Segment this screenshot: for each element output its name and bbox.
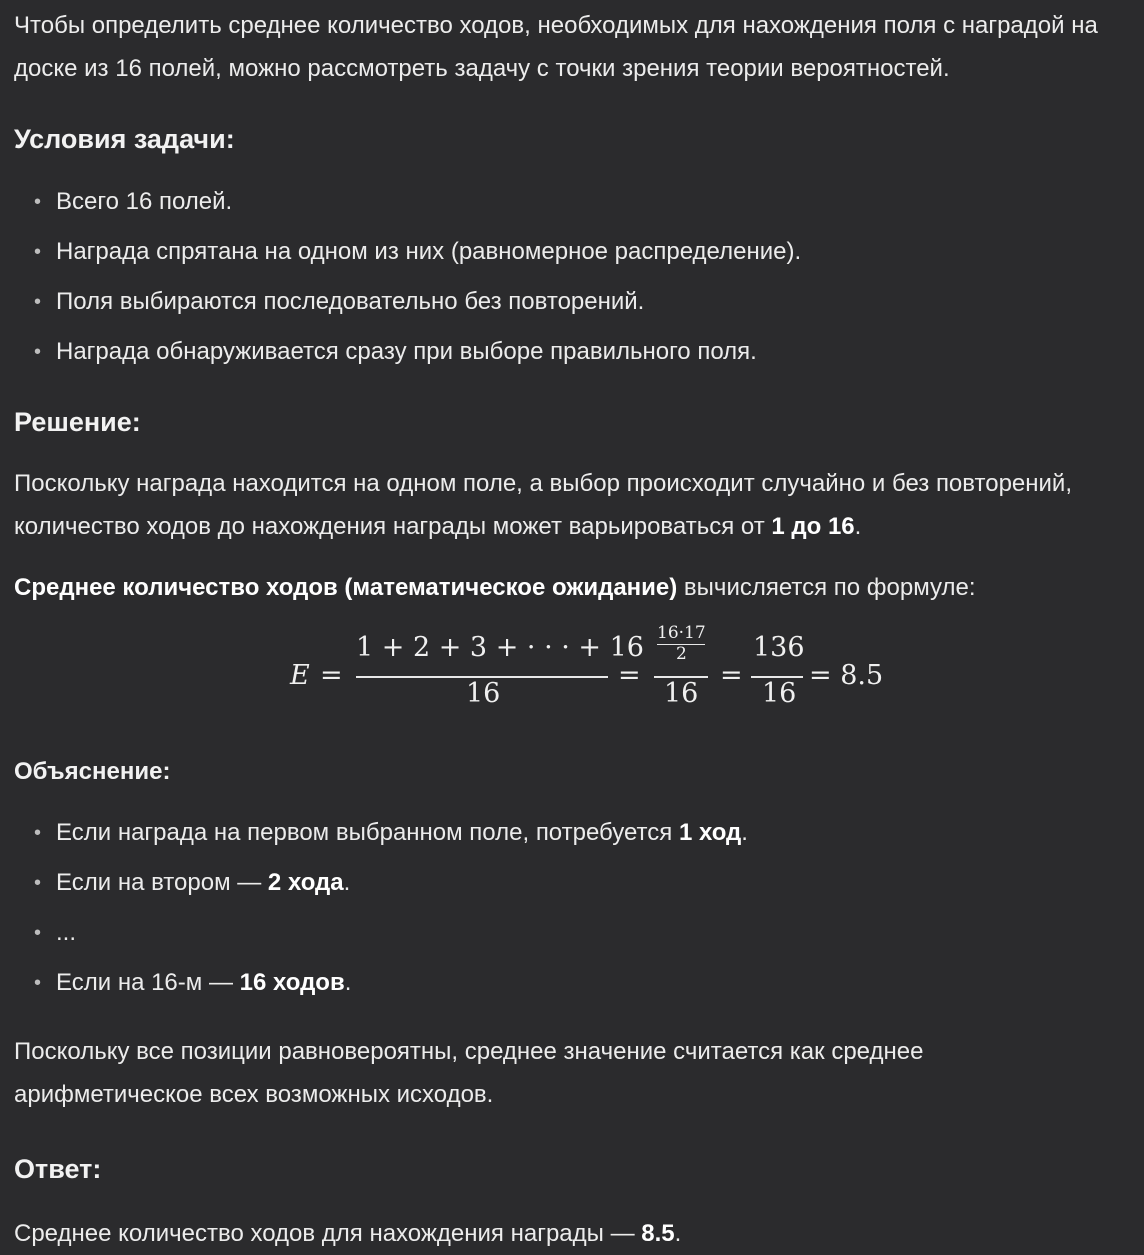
bullet-icon: • [34, 191, 42, 213]
formula-equals: = [720, 660, 743, 691]
conclusion-paragraph: Поскольку все позиции равновероятны, среднее значение считается как среднее арифметическое всех возможных исходов. [14, 1038, 924, 1108]
formula-inner-numerator: 16·17 [657, 623, 706, 643]
answer-heading: Ответ: [14, 1154, 102, 1184]
formula-result: = 8.5 [809, 660, 884, 691]
formula-inner-denominator: 2 [676, 644, 687, 664]
solution-paragraph: Поскольку награда находится на одном поле, а выбор происходит случайно и без повторений, количество ходов до нахождения награды может варьироваться от 1 до 16. [14, 470, 1073, 540]
conditions-heading: Условия задачи: [14, 124, 235, 154]
formula-equals: = [320, 660, 343, 691]
answer-paragraph: Среднее количество ходов для нахождения награды — 8.5. [14, 1220, 682, 1247]
list-item: • Награда обнаруживается сразу при выборе правильного поля. [14, 327, 1130, 377]
formula-numerator-3: 136 [753, 632, 805, 663]
expectation-formula [14, 617, 1130, 725]
list-item: • Если награда на первом выбранном поле, потребуется 1 ход. [14, 808, 1130, 858]
explanation-list [14, 808, 1130, 1008]
bullet-icon: • [34, 291, 42, 313]
list-item: • ... [14, 908, 1130, 958]
list-item: • Всего 16 полей. [14, 177, 1130, 227]
bullet-icon: • [34, 922, 42, 944]
conditions-list [14, 177, 1130, 377]
formula-denominator-1: 16 [466, 678, 501, 709]
formula-denominator-3: 16 [762, 678, 797, 709]
formula-equals: = [618, 660, 641, 691]
bullet-icon: • [34, 341, 42, 363]
formula-numerator-sum: 1 + 2 + 3 + · · · + 16 [356, 632, 644, 663]
solution-heading: Решение: [14, 407, 141, 437]
list-item: • Награда спрятана на одном из них (равномерное распределение). [14, 227, 1130, 277]
bullet-icon: • [34, 822, 42, 844]
list-item: • Если на втором — 2 хода. [14, 858, 1130, 908]
explanation-heading: Объяснение: [14, 758, 171, 785]
list-item: • Если на 16-м — 16 ходов. [14, 958, 1130, 1008]
formula-lhs: E [290, 660, 310, 691]
formula-denominator-2: 16 [664, 678, 699, 709]
bullet-icon: • [34, 241, 42, 263]
formula-intro-paragraph: Среднее количество ходов (математическое ожидание) вычисляется по формуле: [14, 574, 976, 601]
bullet-icon: • [34, 972, 42, 994]
bullet-icon: • [34, 872, 42, 894]
list-item: • Поля выбираются последовательно без повторений. [14, 277, 1130, 327]
intro-paragraph: Чтобы определить среднее количество ходов, необходимых для нахождения поля с наградой на доске из 16 полей, можно рассмотреть задачу с точки зрения теории вероятностей. [14, 12, 1098, 82]
